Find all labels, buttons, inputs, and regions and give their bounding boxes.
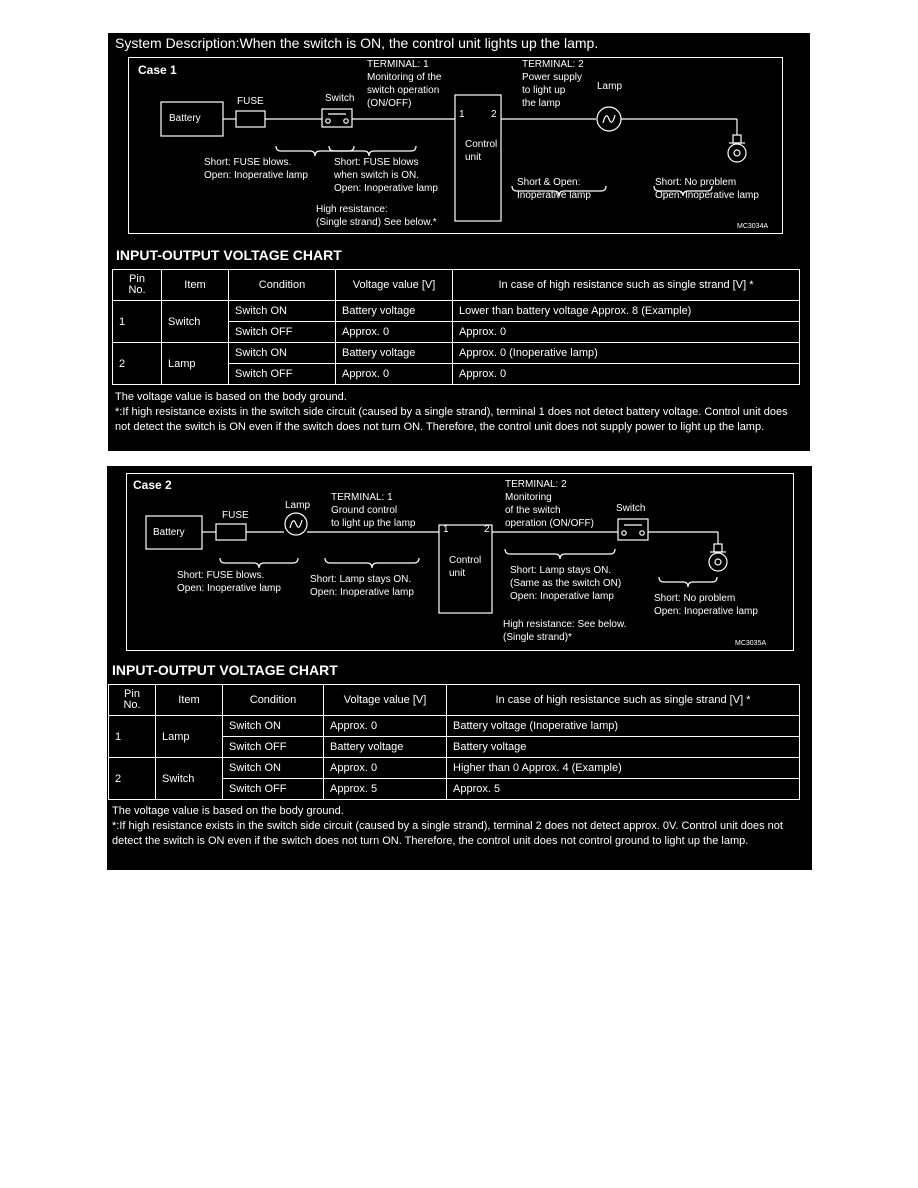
header-condition: Condition xyxy=(223,685,324,716)
chart-notes xyxy=(115,390,805,435)
case-label: Case 1 xyxy=(138,63,177,77)
battery-label: Battery xyxy=(169,113,201,124)
pin-cell: 1 xyxy=(109,716,156,758)
voltage-chart-table xyxy=(112,269,800,385)
condition-cell: Switch ON xyxy=(223,758,324,779)
pin-cell: 2 xyxy=(109,758,156,800)
voltage-cell: Approx. 0 xyxy=(336,364,453,385)
high-resistance-cell: Battery voltage (Inoperative lamp) xyxy=(447,716,800,737)
fuse-label: FUSE xyxy=(222,510,249,521)
condition-cell: Switch OFF xyxy=(223,779,324,800)
case1-wiring-svg xyxy=(129,58,782,233)
high-resistance-cell: Approx. 5 xyxy=(447,779,800,800)
condition-cell: Switch OFF xyxy=(229,364,336,385)
fuse-box xyxy=(236,111,265,127)
terminal2-label: TERMINAL: 2 Monitoring of the switch operation (ON/OFF) xyxy=(505,479,594,529)
terminal1-label: TERMINAL: 1 Monitoring of the switch operation (ON/OFF) xyxy=(367,59,442,109)
table-row xyxy=(109,716,800,737)
header-voltage: Voltage value [V] xyxy=(324,685,447,716)
header-item: Item xyxy=(162,270,229,301)
pin-cell: 2 xyxy=(113,343,162,385)
lamp-label: Lamp xyxy=(285,500,311,511)
item-cell: Switch xyxy=(162,301,229,343)
pin-cell: 1 xyxy=(113,301,162,343)
ground-note: Short: No problem Open: Inoperative lamp xyxy=(655,177,759,201)
voltage-cell: Battery voltage xyxy=(336,301,453,322)
voltage-chart-table xyxy=(108,684,800,800)
ground-symbol xyxy=(728,144,746,162)
item-cell: Lamp xyxy=(162,343,229,385)
header-condition: Condition xyxy=(229,270,336,301)
switch-box xyxy=(322,109,352,127)
high-resistance-note: High resistance: (Single strand) See below.* xyxy=(316,204,437,228)
condition-cell: Switch ON xyxy=(223,716,324,737)
chart-title: INPUT-OUTPUT VOLTAGE CHART xyxy=(112,662,338,678)
fuse-box xyxy=(216,524,246,540)
condition-cell: Switch OFF xyxy=(223,737,324,758)
figure-code: MC3034A xyxy=(737,223,769,230)
high-resistance-cell: Approx. 0 xyxy=(453,322,800,343)
lamp-label: Lamp xyxy=(597,81,623,92)
case2-circuit-diagram xyxy=(126,473,794,651)
condition-cell: Switch ON xyxy=(229,343,336,364)
high-resistance-cell: Approx. 0 (Inoperative lamp) xyxy=(453,343,800,364)
voltage-cell: Approx. 5 xyxy=(324,779,447,800)
voltage-cell: Approx. 0 xyxy=(324,716,447,737)
fuse-label: FUSE xyxy=(237,96,264,107)
condition-cell: Switch ON xyxy=(229,301,336,322)
terminal1-label: TERMINAL: 1 Ground control to light up the lamp xyxy=(331,492,416,529)
table-row xyxy=(113,343,800,364)
chart-notes xyxy=(112,804,808,849)
system-description: System Description:When the switch is ON, the control unit lights up the lamp. xyxy=(115,35,599,51)
switch-note: Short: FUSE blows when switch is ON. Open: Inoperative lamp xyxy=(334,157,438,194)
item-cell: Lamp xyxy=(156,716,223,758)
high-resistance-cell: Higher than 0 Approx. 4 (Example) xyxy=(447,758,800,779)
voltage-cell: Battery voltage xyxy=(324,737,447,758)
lamp-line-note: Short & Open: Inoperative lamp xyxy=(517,177,591,201)
high-resistance-note: High resistance: See below. (Single strand)* xyxy=(503,619,627,643)
item-cell: Switch xyxy=(156,758,223,800)
header-item: Item xyxy=(156,685,223,716)
switch-box xyxy=(618,519,648,540)
figure-code: MC3035A xyxy=(735,640,767,647)
pin1-label: 1 xyxy=(459,109,465,120)
switch-label: Switch xyxy=(616,503,646,514)
control-unit-label: Control unit xyxy=(449,555,482,579)
voltage-cell: Battery voltage xyxy=(336,343,453,364)
header-pin: Pin No. xyxy=(109,685,156,716)
control-unit-label: Control unit xyxy=(465,139,498,163)
case1-circuit-diagram xyxy=(128,57,783,234)
voltage-cell: Approx. 0 xyxy=(336,322,453,343)
pin2-label: 2 xyxy=(491,109,497,120)
fuse-note: Short: FUSE blows. Open: Inoperative lamp xyxy=(177,570,281,594)
note-footnote: *:If high resistance exists in the switch side circuit (caused by a single strand), terminal 1 does not detect battery voltage. Control unit does not detect the switch is ON even if the switch does not turn ON. Therefore, the control unit does not supply power to light up the lamp. xyxy=(115,406,788,433)
table-header-row xyxy=(109,685,800,716)
pin1-label: 1 xyxy=(443,524,449,535)
high-resistance-cell: Battery voltage xyxy=(447,737,800,758)
battery-label: Battery xyxy=(153,527,185,538)
voltage-cell: Approx. 0 xyxy=(324,758,447,779)
header-pin: Pin No. xyxy=(113,270,162,301)
case-label: Case 2 xyxy=(133,478,172,492)
switch-line-note: Short: Lamp stays ON. (Same as the switch ON) Open: Inoperative lamp xyxy=(510,565,622,602)
ground-note: Short: No problem Open: Inoperative lamp xyxy=(654,593,758,617)
pin2-label: 2 xyxy=(484,524,490,535)
table-row xyxy=(113,301,800,322)
table-row xyxy=(109,758,800,779)
note-body-ground: The voltage value is based on the body ground. xyxy=(115,391,347,403)
high-resistance-cell: Lower than battery voltage Approx. 8 (Example) xyxy=(453,301,800,322)
case1-panel xyxy=(108,33,810,451)
fuse-note: Short: FUSE blows. Open: Inoperative lamp xyxy=(204,157,308,181)
lamp-note: Short: Lamp stays ON. Open: Inoperative lamp xyxy=(310,574,414,598)
table-header-row xyxy=(113,270,800,301)
ground-symbol xyxy=(709,553,727,571)
high-resistance-cell: Approx. 0 xyxy=(453,364,800,385)
header-voltage: Voltage value [V] xyxy=(336,270,453,301)
chart-title: INPUT-OUTPUT VOLTAGE CHART xyxy=(116,247,342,263)
case2-panel xyxy=(107,466,812,870)
note-body-ground: The voltage value is based on the body ground. xyxy=(112,805,344,817)
condition-cell: Switch OFF xyxy=(229,322,336,343)
switch-label: Switch xyxy=(325,93,355,104)
header-high-resistance: In case of high resistance such as single strand [V] * xyxy=(447,685,800,716)
header-high-resistance: In case of high resistance such as single strand [V] * xyxy=(453,270,800,301)
terminal2-label: TERMINAL: 2 Power supply to light up the lamp xyxy=(522,59,584,109)
note-footnote: *:If high resistance exists in the switch side circuit (caused by a single strand), terminal 2 does not detect approx. 0V. Control unit does not detect the switch is ON even if the switch does not turn ON. Therefore, the control unit does not control ground to light up the lamp. xyxy=(112,820,783,847)
